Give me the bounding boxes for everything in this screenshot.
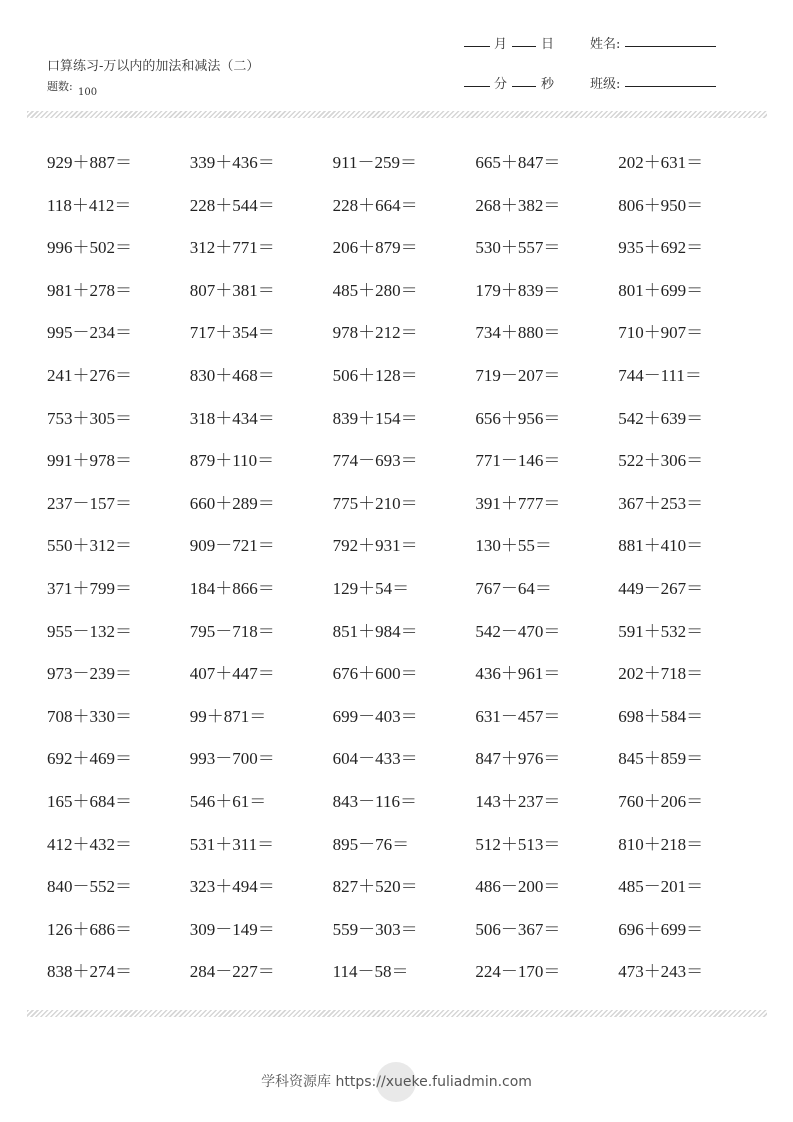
problem-r17-c5: 810＋218＝ — [618, 834, 704, 854]
problem-r3-c4: 530＋557＝ — [475, 238, 561, 258]
worksheet-title: 口算练习-万以内的加法和减法（二） — [47, 59, 260, 74]
problem-r4-c1: 981＋278＝ — [47, 280, 132, 300]
problem-r20-c4: 224－170＝ — [475, 962, 561, 982]
problem-r18-c5: 485－201＝ — [618, 877, 704, 897]
problem-r1-c2: 339＋436＝ — [189, 153, 275, 172]
problem-r7-c2: 318＋434＝ — [189, 408, 275, 428]
problem-r6-c4: 719－207＝ — [475, 365, 561, 385]
problem-r4-c3: 485＋280＝ — [332, 280, 418, 300]
problem-r4-c5: 801＋699＝ — [618, 280, 704, 300]
second-label: 秒 — [541, 77, 555, 92]
problem-r1-c5: 202＋631＝ — [618, 153, 704, 172]
problem-r6-c2: 830＋468＝ — [189, 365, 275, 385]
problem-r14-c2: 99＋871＝ — [189, 706, 267, 726]
problem-r7-c3: 839＋154＝ — [332, 408, 418, 428]
problem-r18-c2: 323＋494＝ — [189, 877, 275, 897]
problem-r2-c2: 228＋544＝ — [189, 195, 275, 215]
problem-r4-c4: 179＋839＝ — [475, 280, 561, 300]
problem-r2-c1: 118＋412＝ — [47, 195, 132, 215]
question-count-value: 100 — [78, 87, 98, 98]
problem-r16-c3: 843－116＝ — [332, 791, 417, 811]
problem-r17-c4: 512＋513＝ — [475, 834, 561, 854]
minute-blank[interactable] — [464, 86, 490, 87]
problem-r10-c2: 909－721＝ — [189, 536, 275, 556]
problem-r7-c5: 542＋639＝ — [618, 408, 704, 428]
problem-r13-c2: 407＋447＝ — [189, 664, 275, 684]
problem-r11-c5: 449－267＝ — [618, 578, 704, 598]
problem-r19-c4: 506－367＝ — [475, 919, 561, 939]
bottom-divider — [27, 1010, 767, 1017]
class-field[interactable] — [625, 86, 716, 87]
problem-r7-c1: 753＋305＝ — [47, 408, 132, 428]
problem-r11-c1: 371＋799＝ — [47, 578, 132, 598]
problem-r1-c3: 911－259＝ — [332, 153, 417, 172]
problem-r19-c2: 309－149＝ — [189, 919, 275, 939]
problem-r3-c5: 935＋692＝ — [618, 238, 704, 258]
problem-r6-c3: 506＋128＝ — [332, 365, 418, 385]
problem-r13-c1: 973－239＝ — [47, 664, 132, 684]
problem-r12-c4: 542－470＝ — [475, 621, 561, 641]
second-blank[interactable] — [512, 86, 536, 87]
problem-r8-c4: 771－146＝ — [475, 451, 561, 471]
problem-r8-c2: 879＋110＝ — [189, 451, 275, 471]
problem-r6-c5: 744－111＝ — [618, 365, 702, 385]
problem-r19-c3: 559－303＝ — [332, 919, 418, 939]
problem-r3-c3: 206＋879＝ — [332, 238, 418, 258]
problem-r14-c3: 699－403＝ — [332, 706, 418, 726]
problem-r18-c4: 486－200＝ — [475, 877, 561, 897]
problem-r5-c4: 734＋880＝ — [475, 323, 561, 343]
problem-r14-c4: 631－457＝ — [475, 706, 561, 726]
problem-r16-c1: 165＋684＝ — [47, 791, 132, 811]
question-count-label: 题数: — [47, 80, 73, 93]
month-blank[interactable] — [464, 46, 490, 47]
problem-r20-c3: 114－58＝ — [332, 962, 409, 982]
problem-r9-c1: 237－157＝ — [47, 493, 132, 513]
problem-r19-c5: 696＋699＝ — [618, 919, 704, 939]
footer-source: 学科资源库 https://xueke.fuliadmin.com — [261, 1074, 532, 1090]
problem-r20-c5: 473＋243＝ — [618, 962, 704, 982]
problem-r13-c5: 202＋718＝ — [618, 664, 704, 684]
problem-r15-c4: 847＋976＝ — [475, 749, 561, 769]
problem-r12-c1: 955－132＝ — [47, 621, 132, 641]
problem-r5-c2: 717＋354＝ — [189, 323, 275, 343]
problem-r1-c4: 665＋847＝ — [475, 153, 561, 172]
day-blank[interactable] — [512, 46, 536, 47]
problem-r9-c5: 367＋253＝ — [618, 493, 704, 513]
problem-r12-c2: 795－718＝ — [189, 621, 275, 641]
problem-r11-c2: 184＋866＝ — [189, 578, 275, 598]
problem-grid — [47, 150, 757, 1002]
problem-r5-c5: 710＋907＝ — [618, 323, 704, 343]
class-label: 班级: — [590, 77, 621, 92]
problem-r1-c1: 929＋887＝ — [47, 153, 132, 172]
problem-r9-c3: 775＋210＝ — [332, 493, 418, 513]
problem-r5-c1: 995－234＝ — [47, 323, 132, 343]
problem-r8-c1: 991＋978＝ — [47, 451, 132, 471]
minute-label: 分 — [494, 77, 508, 92]
problem-r17-c3: 895－76＝ — [332, 834, 410, 854]
problem-r7-c4: 656＋956＝ — [475, 408, 561, 428]
name-label: 姓名: — [590, 37, 621, 52]
problem-r6-c1: 241＋276＝ — [47, 365, 132, 385]
problem-r12-c5: 591＋532＝ — [618, 621, 704, 641]
month-label: 月 — [494, 37, 508, 52]
problem-r15-c2: 993－700＝ — [189, 749, 275, 769]
problem-r11-c3: 129＋54＝ — [332, 578, 410, 598]
problem-r10-c5: 881＋410＝ — [618, 536, 704, 556]
problem-r13-c3: 676＋600＝ — [332, 664, 418, 684]
problem-r17-c2: 531＋311＝ — [189, 834, 275, 854]
problem-r2-c3: 228＋664＝ — [332, 195, 418, 215]
problem-r3-c2: 312＋771＝ — [189, 238, 275, 258]
problem-r16-c2: 546＋61＝ — [189, 791, 267, 811]
problem-r11-c4: 767－64＝ — [475, 578, 552, 598]
problem-r15-c1: 692＋469＝ — [47, 749, 132, 769]
problem-r19-c1: 126＋686＝ — [47, 919, 132, 939]
problem-r13-c4: 436＋961＝ — [475, 664, 561, 684]
problem-r17-c1: 412＋432＝ — [47, 834, 132, 854]
day-label: 日 — [541, 37, 555, 52]
problem-r5-c3: 978＋212＝ — [332, 323, 418, 343]
problem-r15-c5: 845＋859＝ — [618, 749, 704, 769]
problem-r9-c4: 391＋777＝ — [475, 493, 561, 513]
problem-r10-c4: 130＋55＝ — [475, 536, 552, 556]
problem-r9-c2: 660＋289＝ — [189, 493, 275, 513]
problem-r20-c1: 838＋274＝ — [47, 962, 132, 982]
problem-r16-c4: 143＋237＝ — [475, 791, 561, 811]
top-divider — [27, 111, 767, 118]
problem-r12-c3: 851＋984＝ — [332, 621, 418, 641]
problem-r2-c4: 268＋382＝ — [475, 195, 561, 215]
problem-r2-c5: 806＋950＝ — [618, 195, 704, 215]
problem-r20-c2: 284－227＝ — [189, 962, 275, 982]
problem-r10-c1: 550＋312＝ — [47, 536, 132, 556]
problem-r4-c2: 807＋381＝ — [189, 280, 275, 300]
problem-r8-c3: 774－693＝ — [332, 451, 418, 471]
problem-r10-c3: 792＋931＝ — [332, 536, 418, 556]
problem-r3-c1: 996＋502＝ — [47, 238, 132, 258]
problem-r14-c5: 698＋584＝ — [618, 706, 704, 726]
name-field[interactable] — [625, 46, 716, 47]
problem-r15-c3: 604－433＝ — [332, 749, 418, 769]
problem-r16-c5: 760＋206＝ — [618, 791, 704, 811]
problem-r18-c3: 827＋520＝ — [332, 877, 418, 897]
problem-r18-c1: 840－552＝ — [47, 877, 132, 897]
problem-r8-c5: 522＋306＝ — [618, 451, 704, 471]
problem-r14-c1: 708＋330＝ — [47, 706, 132, 726]
